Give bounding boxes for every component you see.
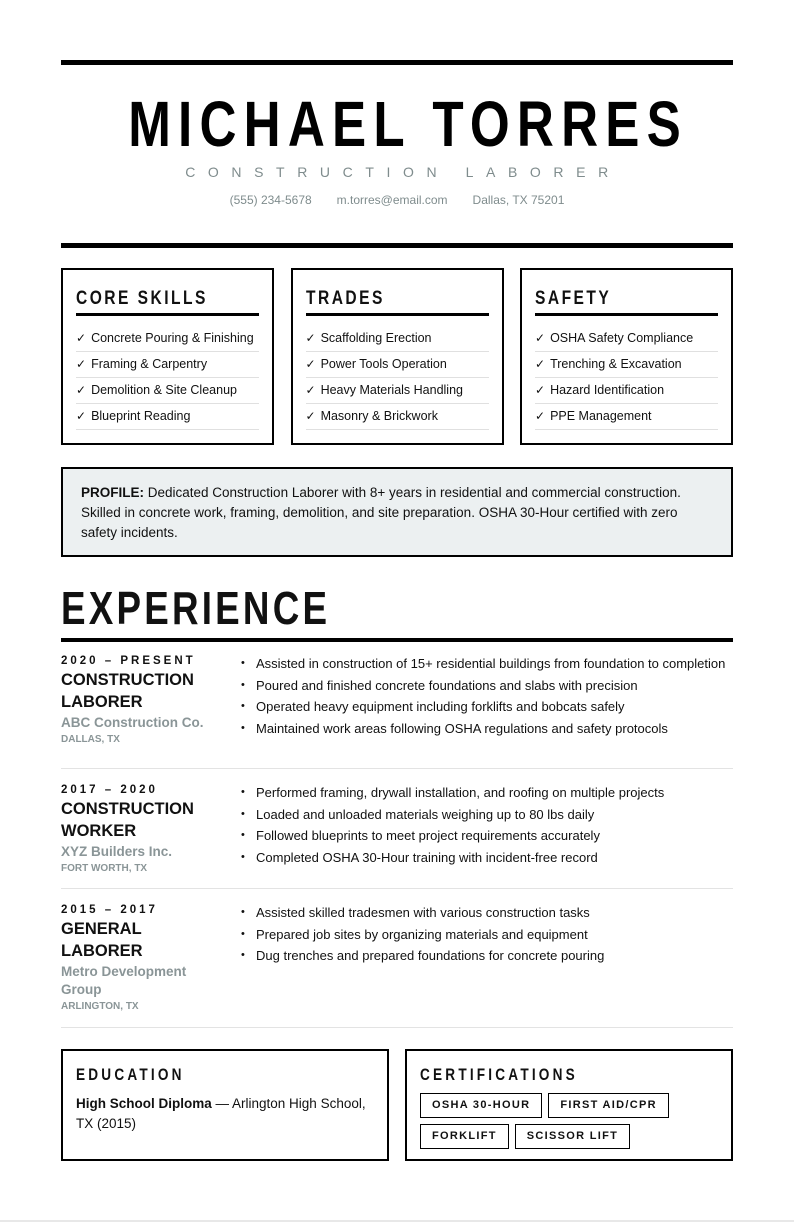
contact-email[interactable]: m.torres@email.com [336,193,448,207]
skill-item: ✓ Framing & Carpentry [76,352,259,378]
job-entry [61,889,733,1028]
job-details [233,654,733,768]
skill-item: ✓ Masonry & Brickwork [306,404,489,430]
job-meta [61,903,233,1027]
education-entry [76,1094,374,1134]
check-icon: ✓ [76,331,87,345]
job-company: XYZ Builders Inc. [61,844,173,859]
job-role: GENERAL LABORER [61,920,143,960]
skill-list [535,326,718,430]
resume-header [61,65,733,243]
skill-item: ✓ PPE Management [535,404,718,430]
education-heading: EDUCATION [76,1065,185,1084]
profile-text: Dedicated Construction Laborer with 8+ years in residential and commercial construction. Skilled in concrete work, framing, demolition, and site preparation. OSHA 30-Hour certified with zero safety incidents. [81,485,681,540]
experience-heading: EXPERIENCE [61,582,331,634]
check-icon: ✓ [305,409,316,423]
check-icon: ✓ [76,409,87,423]
job-location: FORT WORTH, TX [61,863,148,874]
job-title: CONSTRUCTION LABORER [185,164,621,180]
job-bullet: • Completed OSHA 30-Hour training with incident-free record [237,848,733,867]
skill-item: ✓ Scaffolding Erection [306,326,489,352]
job-bullet: • Assisted skilled tradesmen with various construction tasks [237,903,733,922]
skill-list [306,326,489,430]
education-detail: — Arlington High School, TX (2015) [76,1096,366,1131]
skill-box-core-skills [61,268,274,445]
job-details [233,783,733,888]
skill-list [76,326,259,430]
job-bullet: • Poured and finished concrete foundations and slabs with precision [237,676,733,695]
skill-item: ✓ Power Tools Operation [306,352,489,378]
candidate-name: MICHAEL TORRES [128,88,688,160]
check-icon: ✓ [305,331,316,345]
skill-item: ✓ Blueprint Reading [76,404,259,430]
job-bullet: • Performed framing, drywall installation, and roofing on multiple projects [237,783,733,802]
skills-section [61,268,733,445]
education-box [61,1049,389,1161]
job-bullet: • Dug trenches and prepared foundations for concrete pouring [237,946,733,965]
job-entry [61,769,733,889]
job-meta [61,783,233,888]
job-entry [61,642,733,769]
job-dates: 2017 – 2020 [61,784,158,796]
skill-item: ✓ Heavy Materials Handling [306,378,489,404]
bottom-section [61,1049,733,1161]
contact-location: Dallas, TX 75201 [472,193,565,207]
job-dates: 2020 – PRESENT [61,655,196,667]
job-bullet: • Assisted in construction of 15+ residential buildings from foundation to completion [237,654,733,673]
cert-tag-forklift: FORKLIFT [420,1124,509,1149]
skill-item: ✓ OSHA Safety Compliance [535,326,718,352]
cert-tag-scissor-lift: SCISSOR LIFT [515,1124,630,1149]
job-bullet: • Loaded and unloaded materials weighing up to 80 lbs daily [237,805,733,824]
skill-item: ✓ Hazard Identification [535,378,718,404]
job-bullets [237,783,733,867]
contact-info [61,193,733,207]
job-dates: 2015 – 2017 [61,904,158,916]
skill-box-heading: TRADES [305,288,385,309]
job-bullet: • Operated heavy equipment including forklifts and bobcats safely [237,697,733,716]
job-bullet: • Followed blueprints to meet project requirements accurately [237,826,733,845]
profile-summary [61,467,733,557]
check-icon: ✓ [76,383,87,397]
check-icon: ✓ [305,357,316,371]
certification-tags [420,1093,720,1149]
check-icon: ✓ [535,383,546,397]
resume-page [61,60,733,1161]
job-bullet: • Maintained work areas following OSHA regulations and safety protocols [237,719,733,738]
job-company: ABC Construction Co. [61,715,204,730]
job-meta [61,654,233,768]
check-icon: ✓ [535,331,546,345]
skill-item: ✓ Demolition & Site Cleanup [76,378,259,404]
header-bottom-rule [61,243,733,248]
cert-tag-osha: OSHA 30-HOUR [420,1093,542,1118]
skill-box-trades [291,268,504,445]
job-role: CONSTRUCTION WORKER [61,800,194,840]
cert-tag-first-aid: FIRST AID/CPR [548,1093,669,1118]
check-icon: ✓ [76,357,87,371]
skill-item: ✓ Concrete Pouring & Finishing [76,326,259,352]
profile-label: PROFILE: [81,485,144,500]
job-location: DALLAS, TX [61,734,120,745]
job-location: ARLINGTON, TX [61,1001,139,1012]
check-icon: ✓ [535,357,546,371]
skill-box-safety [520,268,733,445]
job-role: CONSTRUCTION LABORER [61,671,194,711]
job-details [233,903,733,1027]
job-bullets [237,654,733,738]
contact-phone: (555) 234-5678 [229,193,312,207]
experience-section [61,582,733,1028]
skill-item: ✓ Trenching & Excavation [535,352,718,378]
job-bullet: • Prepared job sites by organizing materials and equipment [237,925,733,944]
job-bullets [237,903,733,965]
education-degree: High School Diploma [76,1096,212,1111]
job-company: Metro Development Group [61,964,187,997]
skill-box-heading: CORE SKILLS [76,288,208,309]
certifications-box [405,1049,733,1161]
check-icon: ✓ [535,409,546,423]
certifications-heading: CERTIFICATIONS [420,1065,578,1084]
skill-box-heading: SAFETY [535,288,612,309]
check-icon: ✓ [305,383,316,397]
